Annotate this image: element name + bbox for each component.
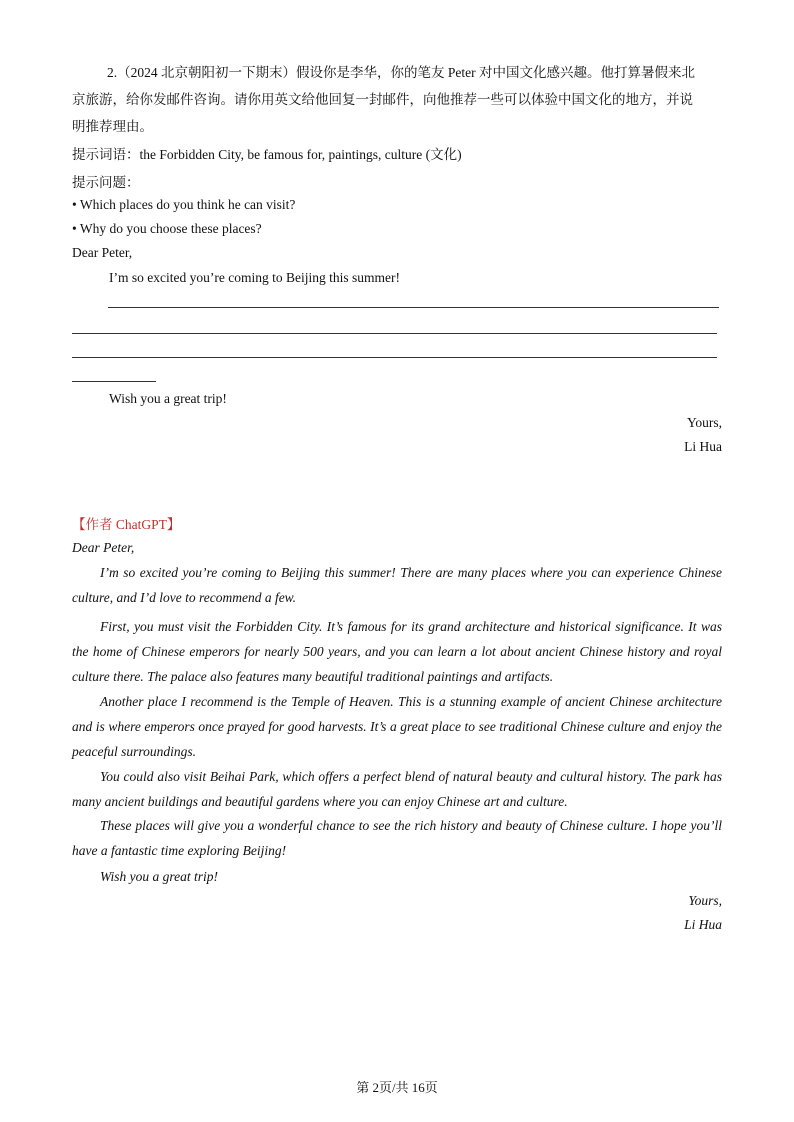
letter-greeting: Dear Peter, — [72, 245, 133, 260]
page-number: 第 2页/共 16页 — [356, 1080, 438, 1095]
answer-closing: Wish you a great trip! — [100, 869, 218, 884]
author-label: 【作者 ChatGPT】 — [72, 517, 181, 532]
question-line-1: 2.（2024 北京朝阳初一下期末）假设你是李华，你的笔友 Peter 对中国文化感兴趣。他打算暑假来北 — [107, 65, 695, 80]
answer-paragraph-4: You could also visit Beihai Park, which offers a perfect blend of natural beauty and cultural history. The park has many ancient buildings and beautiful gardens where you can enjoy Chinese art and culture. — [72, 769, 722, 809]
blank-line-4[interactable] — [72, 381, 156, 382]
answer-paragraph-2: First, you must visit the Forbidden City. It’s famous for its grand architecture and historical significance. It was the home of Chinese emperors for nearly 500 years, and you can learn a lot about ancient Chinese history and royal culture there. The palace also features many beautiful traditional paintings and artifacts. — [72, 619, 722, 684]
hint-bullet-1: • Which places do you think he can visit? — [72, 197, 296, 212]
blank-line-3[interactable] — [72, 357, 717, 358]
letter-signature: Li Hua — [684, 439, 722, 454]
letter-opening: I’m so excited you’re coming to Beijing this summer! — [109, 270, 400, 285]
question-line-3: 明推荐理由。 — [72, 119, 153, 134]
answer-greeting: Dear Peter, — [72, 540, 135, 555]
hint-words: 提示词语：the Forbidden City, be famous for, paintings, culture (文化) — [72, 147, 462, 162]
answer-paragraph-5: These places will give you a wonderful chance to see the rich history and beauty of Chinese culture. I hope you’ll have a fantastic time exploring Beijing! — [72, 818, 722, 858]
hint-questions-label: 提示问题： — [72, 175, 140, 190]
letter-closing: Wish you a great trip! — [109, 391, 227, 406]
hint-bullet-2: • Why do you choose these places? — [72, 221, 262, 236]
blank-line-2[interactable] — [72, 333, 717, 334]
answer-signature: Li Hua — [684, 917, 722, 932]
answer-paragraph-3: Another place I recommend is the Temple of Heaven. This is a stunning example of ancient Chinese architecture and is where emperors once prayed for good harvests. It’s a great place to see traditional Chinese culture and enjoy the peaceful surroundings. — [72, 694, 722, 759]
letter-yours: Yours, — [686, 415, 722, 430]
question-line-2: 京旅游，给你发邮件咨询。请你用英文给他回复一封邮件，向他推荐一些可以体验中国文化的地方，并说 — [72, 92, 693, 107]
answer-yours: Yours, — [688, 893, 722, 908]
blank-line-1[interactable] — [108, 307, 719, 308]
answer-paragraph-1: I’m so excited you’re coming to Beijing this summer! There are many places where you can experience Chinese culture, and I’d love to recommend a few. — [72, 565, 722, 605]
